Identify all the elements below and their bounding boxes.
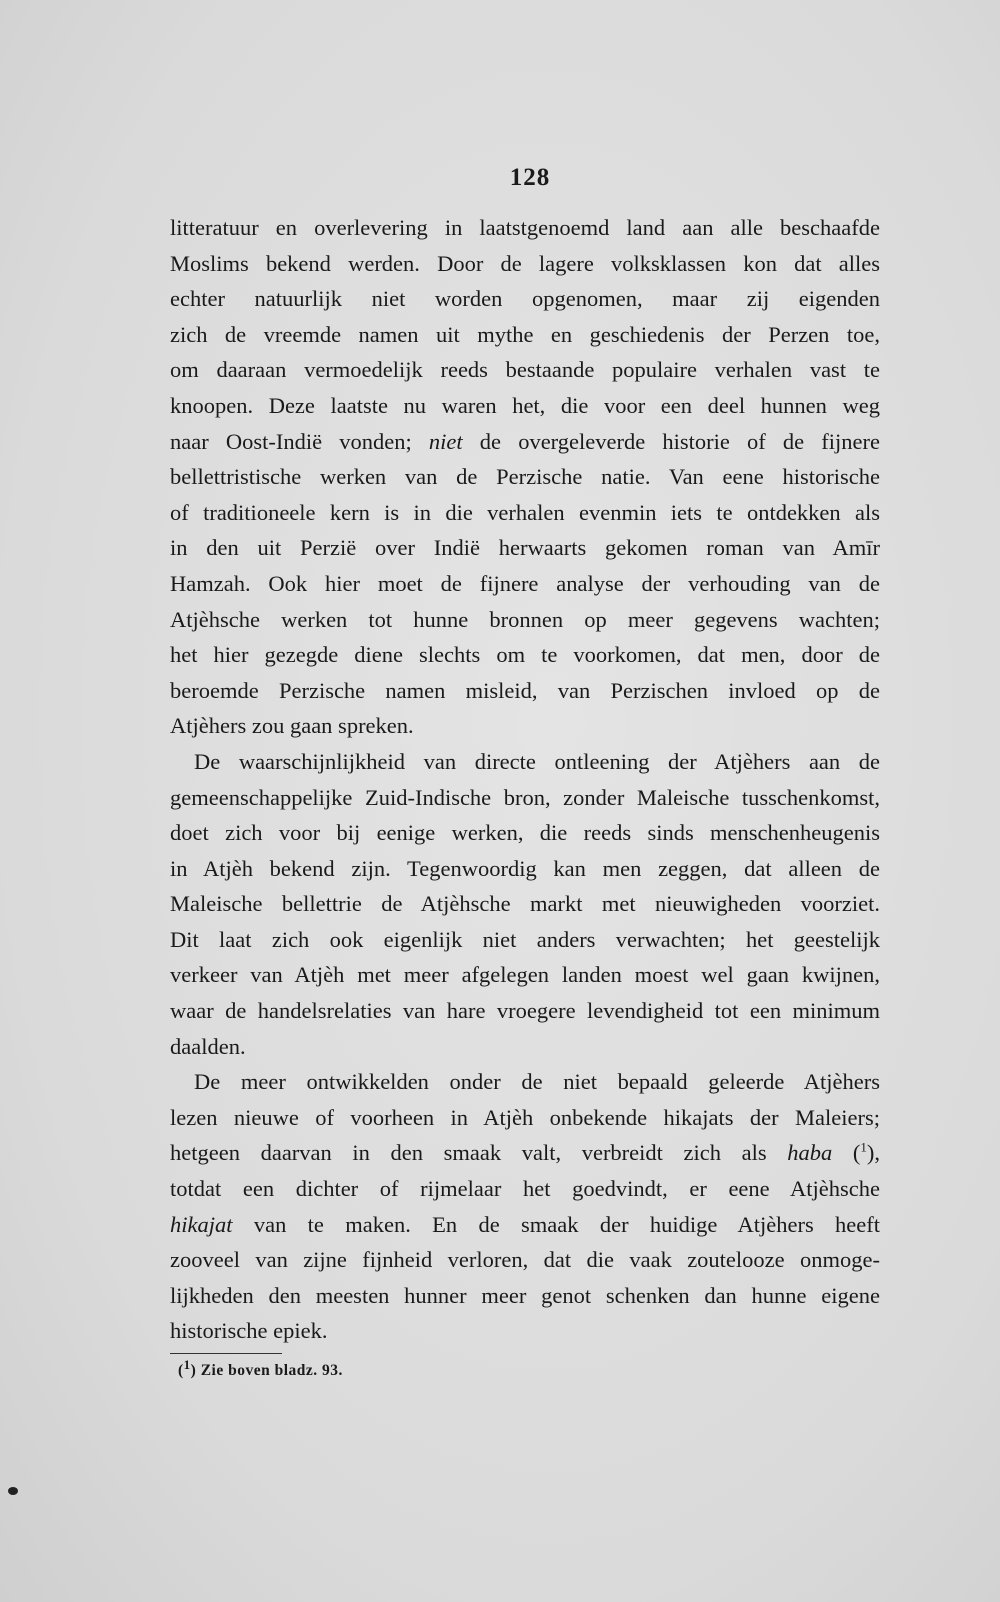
text-run: ), bbox=[866, 1140, 880, 1166]
text-line: Hamzah. Ook hier moet de fijnere analyse der verhouding van de bbox=[170, 570, 880, 596]
text-line: Atjèhsche werken tot hunne bronnen op meer gegevens wachten; bbox=[170, 606, 880, 632]
text-line: of traditioneele kern is in die verhalen evenmin iets te ontdekken als bbox=[170, 499, 880, 525]
text-line: Dit laat zich ook eigenlijk niet anders verwachten; het geestelijk bbox=[170, 926, 880, 952]
text-line: Maleische bellettrie de Atjèhsche markt met nieuwigheden voorziet. bbox=[170, 891, 880, 917]
text-line: beroemde Perzische namen misleid, van Perzischen invloed op de bbox=[170, 677, 880, 703]
text-line: historische epiek. bbox=[170, 1318, 328, 1344]
text-line bbox=[170, 1207, 880, 1243]
italic-word: hikajat bbox=[170, 1211, 233, 1237]
text-line: knoopen. Deze laatste nu waren het, die voor een deel hunnen weg bbox=[170, 392, 880, 418]
text-run: van te maken. En de smaak der huidige Atjèhers heeft bbox=[232, 1211, 880, 1237]
footnote-divider bbox=[170, 1353, 282, 1354]
text-line: Moslims bekend werden. Door de lagere volksklassen kon dat alles bbox=[170, 250, 880, 276]
text-line: lezen nieuwe of voorheen in Atjèh onbekende hikajats der Maleiers; bbox=[170, 1104, 880, 1130]
text-run: hetgeen daarvan in den smaak valt, verbreidt zich als bbox=[170, 1140, 788, 1166]
text-line: Atjèhers zou gaan spreken. bbox=[170, 713, 414, 739]
footnote-marker: 1 bbox=[860, 1139, 867, 1155]
text-line: bellettristische werken van de Perzische natie. Van eene historische bbox=[170, 464, 880, 490]
text-line: echter natuurlijk niet worden opgenomen, maar zij eigenden bbox=[170, 286, 880, 312]
text-line bbox=[170, 424, 880, 460]
text-line: litteratuur en overlevering in laatstgenoemd land aan alle beschaafde bbox=[170, 215, 880, 240]
text-run: ( bbox=[832, 1140, 861, 1166]
text-line: lijkheden den meesten hunner meer genot schenken dan hunne eigene bbox=[170, 1282, 880, 1308]
text-line: daalden. bbox=[170, 1033, 246, 1059]
italic-word: haba bbox=[787, 1140, 833, 1166]
text-line: De waarschijnlijkheid van directe ontleening der Atjèhers aan de bbox=[194, 748, 880, 774]
text-line: in den uit Perzië over Indië herwaarts gekomen roman van Amīr bbox=[170, 535, 880, 561]
footnote-number: 1 bbox=[183, 1356, 191, 1372]
text-line: om daaraan vermoedelijk reeds bestaande populaire verhalen vast te bbox=[170, 357, 880, 383]
text-line: het hier gezegde diene slechts om te voorkomen, dat men, door de bbox=[170, 642, 880, 668]
page-number: 128 bbox=[509, 164, 551, 191]
footnote-open: ( bbox=[178, 1362, 184, 1379]
text-line: waar de handelsrelaties van hare vroegere levendigheid tot een minimum bbox=[170, 998, 880, 1024]
text-line bbox=[170, 1135, 880, 1171]
text-line: doet zich voor bij eenige werken, die reeds sinds menschenheugenis bbox=[170, 820, 880, 846]
text-line: De meer ontwikkelden onder de niet bepaald geleerde Atjèhers bbox=[194, 1069, 880, 1095]
text-line: verkeer van Atjèh met meer afgelegen landen moest wel gaan kwijnen, bbox=[170, 962, 880, 988]
italic-word: niet bbox=[428, 428, 463, 454]
text-line: zooveel van zijne fijnheid verloren, dat die vaak zoutelooze onmoge- bbox=[170, 1247, 880, 1273]
ink-speck bbox=[8, 1487, 18, 1495]
text-line: totdat een dichter of rijmelaar het goedvindt, er eene Atjèhsche bbox=[170, 1176, 880, 1202]
body-text bbox=[170, 210, 880, 1349]
text-run: naar Oost-Indië vonden; bbox=[170, 428, 429, 454]
text-line: zich de vreemde namen uit mythe en geschiedenis der Perzen toe, bbox=[170, 321, 880, 347]
footnote bbox=[178, 1356, 343, 1380]
text-line: gemeenschappelijke Zuid-Indische bron, zonder Maleische tusschenkomst, bbox=[170, 784, 880, 810]
footnote-text: ) Zie boven bladz. 93. bbox=[190, 1362, 343, 1379]
text-line: in Atjèh bekend zijn. Tegenwoordig kan men zeggen, dat alleen de bbox=[170, 855, 880, 881]
text-run: de overgeleverde historie of de fijnere bbox=[462, 428, 880, 454]
